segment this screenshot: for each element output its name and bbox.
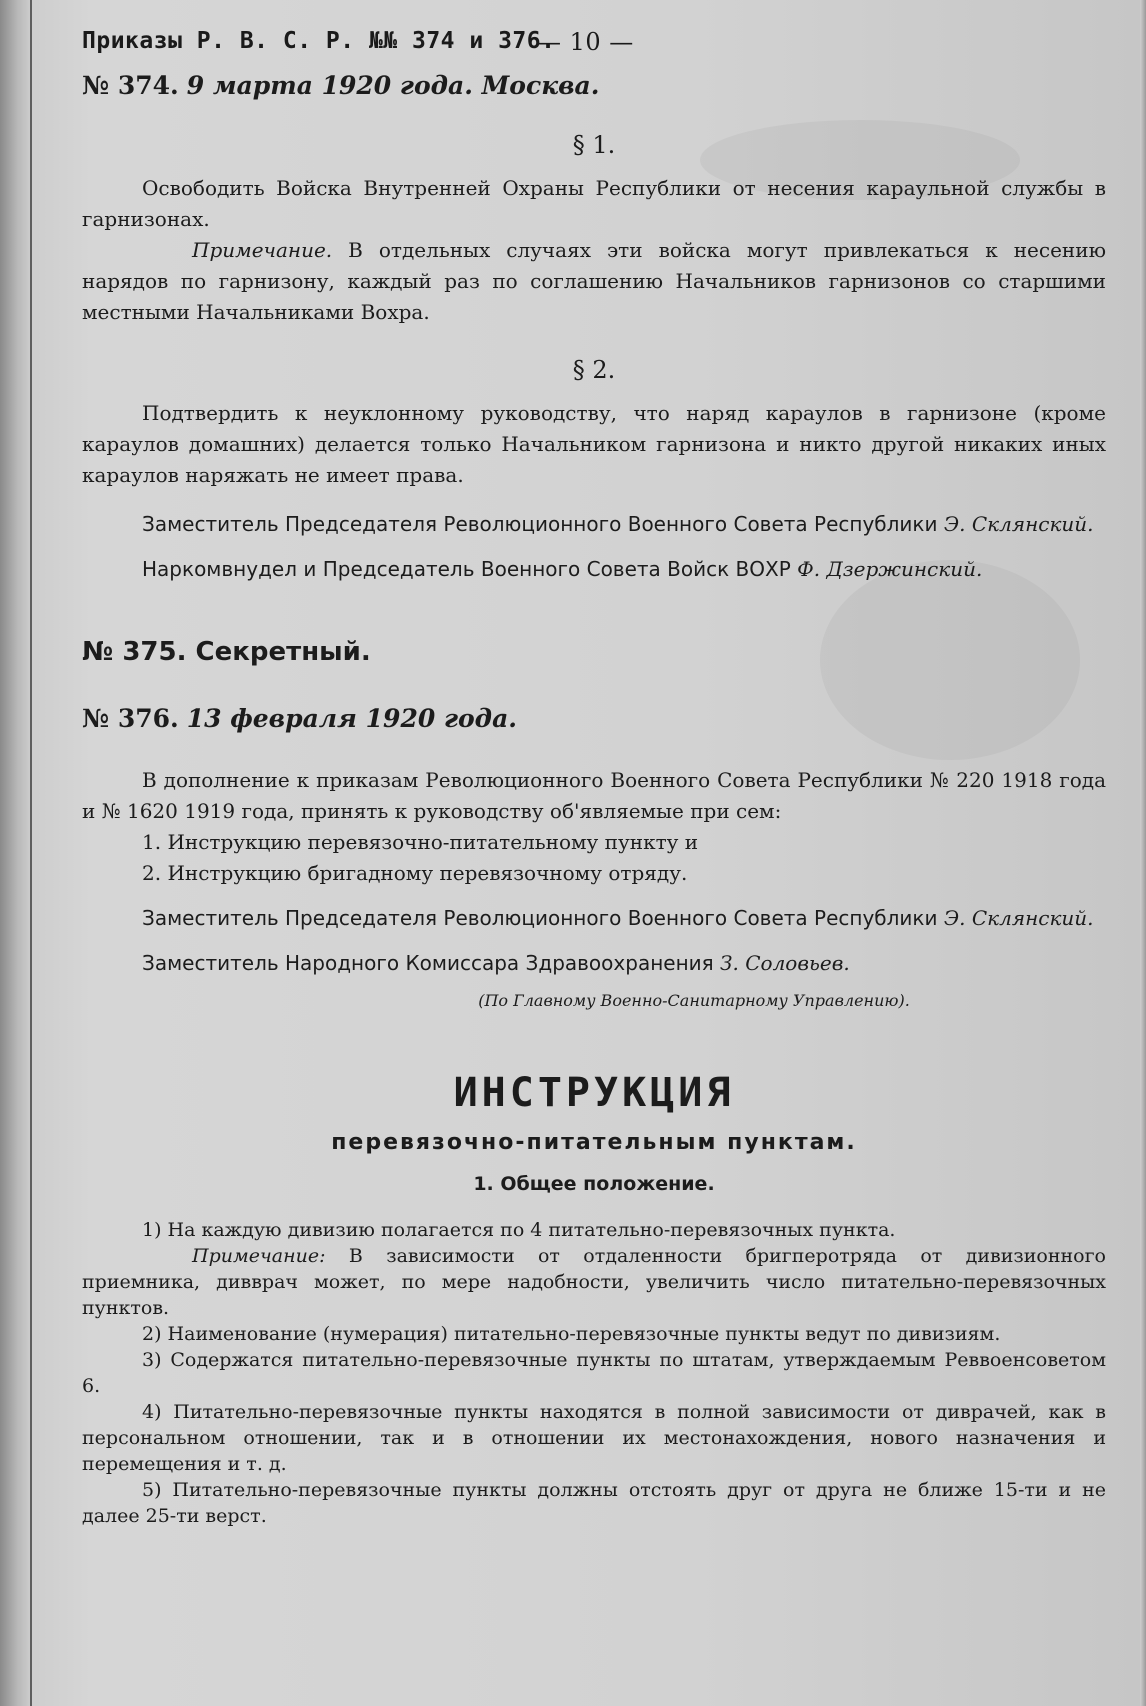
source-note: (По Главному Военно-Санитарному Управлению). <box>478 991 910 1010</box>
order-376-item-1: 1. Инструкцию перевязочно-питательному пункту и <box>142 830 699 854</box>
signature-deputy-commissar <box>82 948 1106 979</box>
note-text: В зависимости от отдаленности бригперотряда от дивизионного приемника, дивврач может, по мере надобности, увеличить число питательно-перевязочных пунктов. <box>82 1245 1106 1319</box>
book-spine <box>0 0 32 1706</box>
order-number: № 374. <box>82 71 179 100</box>
order-375-heading: № 375. Секретный. <box>82 636 371 667</box>
section-sign-2: § 2. <box>572 355 616 384</box>
page-content <box>82 22 1106 1529</box>
order-376-heading <box>82 703 1106 736</box>
order-374-heading <box>82 70 1106 103</box>
order-date: 13 февраля 1920 года. <box>186 703 517 733</box>
signatory-name: Э. Склянский. <box>943 906 1094 930</box>
page-number: — 10 — <box>537 28 634 56</box>
signature-narkomvnudel <box>82 554 1106 585</box>
running-head-title: Приказы Р. В. С. Р. №№ 374 и 376. <box>82 28 556 54</box>
signature-deputy-chairman <box>82 903 1106 934</box>
instruction-item-3: 3) Содержатся питательно-перевязочные пункты по штатам, утверждаемым Реввоенсоветом 6. <box>82 1349 1106 1397</box>
signatory-name: З. Соловьев. <box>720 951 850 975</box>
order-number: № 376. <box>82 703 179 733</box>
instruction-title: ИНСТРУКЦИЯ <box>453 1070 735 1116</box>
instruction-item-4: 4) Питательно-перевязочные пункты находятся в полной зависимости от диврачей, как в персональном отношении, так и в отношении их местонахождения, нового назначения и перемещения и т. д. <box>82 1401 1106 1475</box>
binding-line <box>30 0 32 1706</box>
signatory-title: Заместитель Народного Комиссара Здравоохранения <box>142 951 714 975</box>
note-label: Примечание. <box>192 237 333 262</box>
signatory-title: Заместитель Председателя Революционного Военного Совета Республики <box>142 511 938 536</box>
note-text: В отдельных случаях эти войска могут привлекаться к несению нарядов по гарнизону, каждый раз по соглашению Начальников гарнизонов со старшими местными Начальниками Вохра. <box>82 237 1106 324</box>
page-edge <box>1140 0 1146 1706</box>
instruction-body <box>82 1217 1106 1529</box>
note-label: Примечание: <box>192 1245 326 1267</box>
signatory-title: Заместитель Председателя Революционного Военного Совета Республики <box>142 906 938 930</box>
section-sign-1: § 1. <box>572 130 616 159</box>
order-374-paragraph-2: Подтвердить к неуклонному руководству, что наряд караулов в гарнизоне (кроме караулов домашних) делается только Начальником гарнизона и никто другой никаких иных караулов наряжать не имеет права. <box>82 400 1106 487</box>
signatory-name: Э. Склянский. <box>943 511 1094 536</box>
running-head <box>82 22 1106 62</box>
instruction-section-heading: 1. Общее положение. <box>473 1173 715 1195</box>
instruction-note <box>82 1243 1106 1321</box>
order-374-note <box>82 235 1106 328</box>
instruction-item-1: 1) На каждую дивизию полагается по 4 питательно-перевязочных пункта. <box>142 1219 896 1241</box>
instruction-item-5: 5) Питательно-перевязочные пункты должны отстоять друг от друга не ближе 15-ти и не далее 25-ти верст. <box>82 1479 1106 1527</box>
order-374-paragraph-1: Освободить Войска Внутренней Охраны Республики от несения караульной службы в гарнизонах. <box>82 175 1106 231</box>
instruction-subtitle: перевязочно-питательным пунктам. <box>331 1130 857 1155</box>
signatory-name: Ф. Дзержинский. <box>797 556 983 581</box>
signature-deputy-chairman <box>82 509 1106 540</box>
order-376-item-2: 2. Инструкцию бригадному перевязочному отряду. <box>142 861 688 885</box>
instruction-item-2: 2) Наименование (нумерация) питательно-перевязочные пункты ведут по дивизиям. <box>142 1323 1001 1345</box>
order-376-intro: В дополнение к приказам Революционного Военного Совета Республики № 220 1918 года и № 1620 1919 года, принять к руководству об'являемые при сем: <box>82 768 1106 823</box>
signatory-title: Наркомвнудел и Председатель Военного Совета Войск ВОХР <box>142 556 791 581</box>
order-date: 9 марта 1920 года. Москва. <box>186 71 600 100</box>
